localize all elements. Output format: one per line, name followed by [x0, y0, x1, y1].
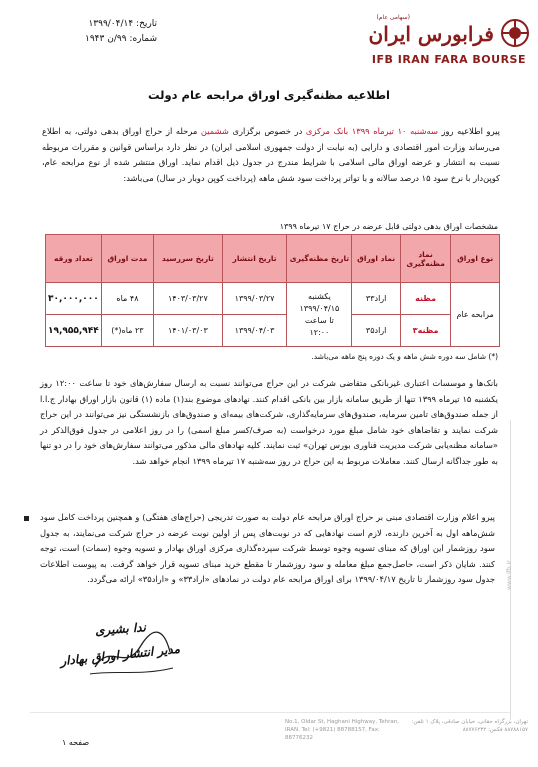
- signer-name: ندا بشیری: [94, 620, 147, 638]
- col-header-count: تعداد ورقه: [46, 235, 102, 283]
- col-header-maturity: تاریخ سررسید: [154, 235, 223, 283]
- col-header-symbol: نماد اوراق: [352, 235, 401, 283]
- intro-paragraph: [42, 124, 500, 186]
- table-row: [46, 283, 500, 315]
- intro-text-2: در خصوص برگزاری: [228, 126, 306, 136]
- intro-highlight-round: ششمین: [200, 126, 229, 136]
- cell-maturity: ۱۴۰۳/۰۳/۲۷: [154, 283, 223, 315]
- table-row: [46, 315, 500, 347]
- document-title: اطلاعیه مظنه‌گیری اوراق مرابحه عام دولت: [148, 88, 390, 102]
- letter-number: شماره: ۹۹/ن ۱۹۴۳: [85, 34, 157, 44]
- cell-quote-symbol: مظنه۳: [400, 315, 450, 347]
- logo-english-text: IFB IRAN FARA BOURSE: [371, 53, 526, 66]
- quote-date-until: تا ساعت: [304, 315, 334, 325]
- address-english: No.1, Oldar St, Haghani Highway, Tehran, IRAN. Tel: (+9821) 88788157, Fax: 88776232: [285, 719, 400, 741]
- cell-issue-date: ۱۳۹۹/۰۳/۲۷: [222, 283, 287, 315]
- date-number-block: [22, 17, 157, 47]
- col-header-quote-symbol: نماد مظنه‌گیری: [400, 235, 450, 283]
- intro-highlight-date: سه‌شنبه ۱۰ تیرماه ۱۳۹۹ بانک مرکزی: [305, 126, 438, 136]
- cell-quote-symbol: مظنه: [400, 283, 450, 315]
- table-footnote: (*) شامل سه دوره شش ماهه و یک دوره پنج ماهه می‌باشد.: [311, 352, 498, 361]
- cell-count: ۱۹,۹۵۵,۹۴۴: [46, 315, 102, 347]
- cell-quote-date: [287, 283, 352, 347]
- quote-date-day: یکشنبه: [307, 291, 331, 301]
- ifb-emblem-icon: [500, 18, 530, 48]
- col-header-quote-date: تاریخ مظنه‌گیری: [287, 235, 352, 283]
- letter-date: تاریخ: ۱۳۹۹/۰۴/۱۴: [88, 19, 157, 29]
- page-number: صفحه ۱: [62, 738, 90, 747]
- body-paragraph-banks: بانک‌ها و موسسات اعتباری غیربانکی متقاضی شرکت در این حراج می‌توانند نسبت به ارسال سفارش‌های خود تا ساعت ۱۲:۰۰ روز یکشنبه ۱۵ تیرماه ۱۳۹۹ تنها از طریق سامانه بازار بین بانکی اقدام کنند. نهادهای موضوع بند(۱) ماده (۱) قانون بازار اوراق بهادار ج.ا.ا از جمله صندوق‌های تامین سرمایه، صندوق‌های سرمایه‌گذاری، شرکت‌های بیمه‌ای و صندوق‌های بازنشستگی نیز می‌توانند در این حراج شرکت نمایند و تقاضاهای خود شامل مبلغ مورد درخواست (به صرف/کسر مبلغ اسمی) را در روز اعلامی در جدول فوق‌الذکر در «سامانه مظنه‌یابی شرکت مدیریت فناوری بورس تهران» ثبت نمایند. کلیه نهادهای مالی مذکور می‌توانند سفارش‌های خود را در دو تنها به طور جداگانه ارسال کنند. معاملات مربوط به این حراج در روز سه‌شنبه ۱۷ تیرماه ۱۳۹۹ انجام خواهد شد.: [40, 378, 498, 466]
- cell-count: ۳۰,۰۰۰,۰۰۰: [46, 283, 102, 315]
- col-header-type: نوع اوراق: [451, 235, 500, 283]
- ifb-logo: [345, 8, 530, 68]
- cell-issue-date: ۱۳۹۹/۰۴/۰۳: [222, 315, 287, 347]
- website-url: www.ifb.ir: [506, 560, 513, 590]
- footer-rule: [30, 712, 510, 713]
- logo-subtitle: (سهامی عام): [376, 14, 410, 21]
- bond-table: [45, 234, 500, 347]
- col-header-term: مدت اوراق: [101, 235, 153, 283]
- intro-text-1: پیرو اطلاعیه روز: [437, 126, 500, 136]
- cell-term: ۴۸ ماه: [101, 283, 153, 315]
- body-paragraph-gradual-auction: پیرو اعلام وزارت اقتصادی مبنی بر حراج اوراق مرابحه عام دولت به صورت تدریجی (حراج‌های هفتگی) و همچنین پرداخت کامل سود شش‌ماهه اول به آخرین دارنده، لازم است نهادهایی که در نوبت‌های پس از اولین نوبت عرضه در حراج شرکت می‌نمایند، به جدول سود روزشمار این اوراق که مبنای تسویه وجوه توسط شرکت سپرده‌گذاری مرکزی اوراق بهادار و تسویه وجوه (سمات) است، توجه کنند. شایان ذکر است، حاصل‌جمع مبلغ معامله و سود روزشمار تا مقطع خرید مبنای تسویه قرار خواهد گرفت. به پیوست اطلاعات جدول سود روزشمار تا تاریخ ۱۳۹۹/۰۴/۱۷ برای اوراق مرابحه عام دولت در نمادهای «اراد۳۳» و «اراد۳۵» ارائه می‌گردد.: [40, 512, 495, 585]
- address-persian: تهران، بزرگراه حقانی، خیابان صادقی، پلاک ۱ تلفن: ۸۸۷۸۸۱۵۷ فکس: ۸۸۷۷۶۲۳۲: [411, 719, 528, 733]
- logo-persian-text: فرابورس ایران: [368, 22, 494, 46]
- signer-title: مدیر انتشار اوراق بهادار: [59, 641, 181, 669]
- table-header-row: [46, 235, 500, 283]
- cell-symbol: اراد۳۵: [352, 315, 401, 347]
- quote-date-value: ۱۳۹۹/۰۴/۱۵: [299, 303, 340, 313]
- bullet-marker: [24, 516, 29, 521]
- col-header-issue-date: تاریخ انتشار: [222, 235, 287, 283]
- cell-maturity: ۱۴۰۱/۰۳/۰۳: [154, 315, 223, 347]
- quote-date-time: ۱۲:۰۰: [309, 327, 330, 337]
- cell-symbol: اراد۳۳: [352, 283, 401, 315]
- table-caption: مشخصات اوراق بدهی دولتی قابل عرضه در حراج ۱۷ تیرماه ۱۳۹۹: [279, 222, 498, 231]
- intro-text-3: مرحله از حراج اوراق بدهی دولتی، به اطلاع می‌رساند وزارت امور اقتصادی و دارایی (به نیابت از دولت جمهوری اسلامی ایران) در نظر دارد براساس قوانین و مقررات مربوطه نسبت به انتشار و عرضه اوراق مالی اسلامی با شرایط مندرج در جدول ذیل اقدام نماید. اوراق منتشر شده از نوع مرابحه عام، کوپن‌دار با نرخ سود ۱۵ درصد سالانه و با تواتر پرداخت سود شش ماهه (پرداخت کوپن دوبار در سال) می‌باشد:: [42, 126, 500, 183]
- cell-term: ۲۳ ماه(*): [101, 315, 153, 347]
- cell-type: مرابحه عام: [451, 283, 500, 347]
